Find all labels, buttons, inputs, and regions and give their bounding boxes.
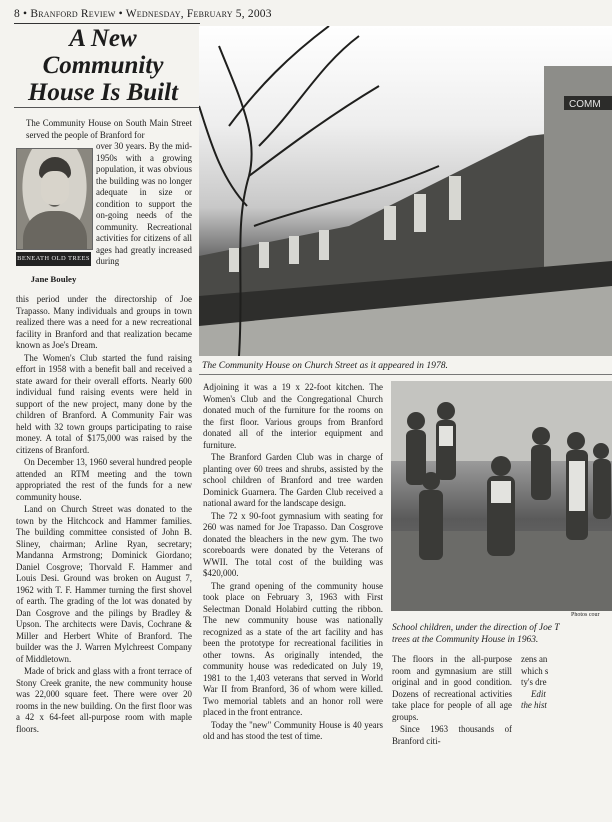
article-paragraph: The Branford Garden Club was in charge of planting over 60 trees and shrubs, assisted by the school children of Branford and tree warden Dominick Guarnera. The Garden Club received a national award for the landscape design. [203,452,383,508]
photo-illustration [199,26,612,356]
issue-date: Wednesday, February 5, 2003 [125,8,272,20]
article-column-2 [203,382,383,744]
community-house-photo [199,26,612,356]
caption-rule [199,374,612,375]
folio-rule [14,23,200,24]
article-paragraph: Adjoining it was a 19 x 22-foot kitchen. The Women's Club and the Congregational Church donated much of the furniture for the rooms on the first floor. Various groups from Branford donated all of the interior equipment and furniture. [203,382,383,450]
article-paragraph: Today the "new" Community House is 40 years old and has stood the test of time. [203,719,383,741]
page-number: 8 [14,8,20,20]
article-paragraph: over 30 years. By the mid-1950s with a growing population, it was obvious the building was no longer adequate in size or condition to support the on-going needs of the community. Recreational activities for citizens of all ages had greatly increased during [96,141,192,266]
publication-name: Branford Review [30,8,116,20]
school-children-photo [391,381,612,611]
photo-illustration [391,381,612,611]
article-paragraph: The Women's Club started the fund raising effort in 1958 with a benefit ball and received a state award for their overall efforts. Nearly 600 individual fund raising events were held in support of the new project, many done by the children of Branford. A Community Fair was held with 32 town groups participating to raise money. A total of $175,000 was raised by the citizens of Branford. [16,352,192,455]
columnist-photo [16,148,93,250]
article-paragraph: The floors in the all-purpose room and gymnasium are still original and in good condition. Dozens of recreational activities take place for people of all age groups. [392,654,512,722]
headline-line-2: Community [42,52,164,79]
headline [20,25,186,106]
columnist-byline: Jane Bouley [30,274,77,284]
photo-2-caption [392,622,612,646]
cropped-line: the hist [521,700,547,710]
article-paragraph: this period under the directorship of Joe Trapasso. Many individuals and groups in town realized there was a need for a new recreational facility in Branford and that realization became known as Joe's Dream. [16,294,192,350]
cropped-line: which s [521,665,549,676]
columnist-face [41,171,69,205]
article-column-1 [16,294,192,736]
cropped-line: Edit [531,688,546,699]
article-lead: The Community House on South Main Street served the people of Branford for [26,118,192,140]
article-paragraph: On December 13, 1960 several hundred people attended an RTM meeting and the town appropriated the rest of the funds for a new community house. [16,457,192,502]
cropped-line: ty's dre [521,677,547,687]
columnist-shoulders [23,211,87,249]
article-paragraph: Since 1963 thousands of Branford citi- [392,724,512,746]
cropped-line: zens an [521,654,548,664]
headline-line-3: House Is Built [27,79,179,106]
article-paragraph: The grand opening of the community house took place on February 3, 1963 with First Selectman Donald Holabird cutting the ribbon. The new community house was nationally recognized as a state of the art facility and has been the prototype for recreational facilities in other towns. As originally intended, the community house was rededicated on July 19, 1981 to the 1,403 veterans that served in World War II from Branford, 36 of whom were killed. Two memorial tablets and an honor roll were placed in the front entrance. [203,580,383,717]
article-column-1-wrap [96,141,192,269]
photo-sign-text: COMM [569,99,601,110]
article-paragraph: Land on Church Street was donated to the town by the Hitchcock and Hammer families. The building committee consisted of John B. Sliney, chairman; Arline Ryan, secretary; Mandanna Armstrong; Dominick Giordano; Daniel Cosgrove; Thorvald F. Hammer and Louis Desi. Ground was broken on August 7, 1962 with T. F. Hammer turning the first shovel of earth. The grading of the lot was donated by Dan Cosgrove and the pilings by Bradley & Upson. The architects were Davis, Cochrane & Miller and Herbert White of Branford. The builder was the J. Warren Mylchreest Company of Middletown. [16,504,192,664]
headline-rule [14,107,200,108]
article-paragraph: The 72 x 90-foot gymnasium with seating for 260 was named for Joe Trapasso. Dan Cosgrove donated the bleachers in the new gym. The two scoreboards were donated by the Veterans of WWII. The total cost of the building was $420,000. [203,510,383,578]
article-paragraph: Made of brick and glass with a front terrace of Stony Creek granite, the new community house was 22,000 square feet. There were over 20 rooms in the new building. On the first floor was a 42 x 64-feet all-purpose room with maple floors. [16,666,192,734]
headline-line-1: A New [69,25,137,52]
masthead-folio: 8 • Branford Review • Wednesday, February 5, 2003 [14,8,272,20]
photo-2-caption-line-2: trees at the Community House in 1963. [392,635,539,645]
photo-2-caption-line-1: School children, under the direction of Joe T [392,623,560,633]
column-banner: BENEATH OLD TREES [16,252,91,266]
article-column-4-cropped [521,654,611,712]
photo-credit: Photos cour [571,612,600,618]
article-column-3 [392,654,512,748]
photo-1-caption: The Community House on Church Street as it appeared in 1978. [202,360,448,371]
